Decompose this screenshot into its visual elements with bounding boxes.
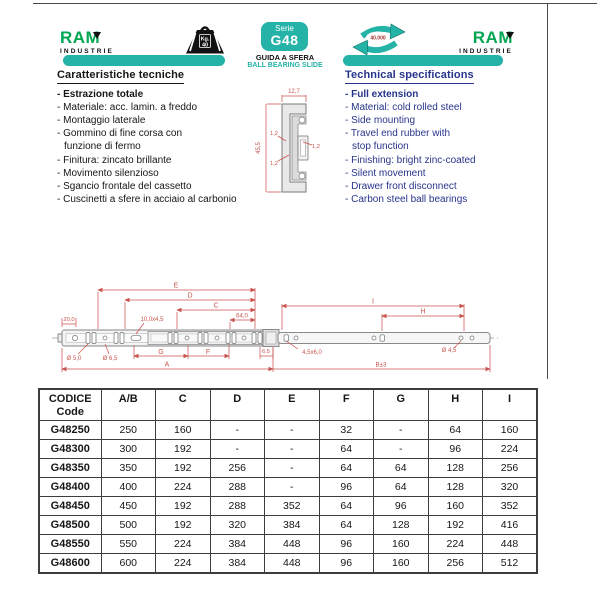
cell-c: 160 bbox=[156, 421, 211, 440]
cell-f: 96 bbox=[319, 554, 374, 574]
cell-d: - bbox=[210, 440, 265, 459]
cell-i: 512 bbox=[483, 554, 538, 574]
cell-f: 64 bbox=[319, 497, 374, 516]
cell-e: 352 bbox=[265, 497, 320, 516]
cell-ab: 500 bbox=[101, 516, 156, 535]
spec-item: - Finitura: zincato brillante bbox=[57, 154, 172, 166]
col-header-d: D bbox=[210, 389, 265, 421]
cell-ab: 600 bbox=[101, 554, 156, 574]
table-row bbox=[39, 440, 537, 459]
cell-c: 192 bbox=[156, 459, 211, 478]
spec-item: - Montaggio laterale bbox=[57, 115, 146, 127]
cell-e: 448 bbox=[265, 554, 320, 574]
cell-d: 384 bbox=[210, 554, 265, 574]
cell-d: 288 bbox=[210, 478, 265, 497]
brand-subtitle: INDUSTRIE bbox=[459, 48, 513, 55]
spec-item: - Material: cold rolled steel bbox=[345, 102, 462, 114]
dim-label-b: B±3 bbox=[375, 361, 387, 369]
cell-f: 32 bbox=[319, 421, 374, 440]
cross-section-drawing bbox=[248, 84, 340, 206]
brand-logo-left bbox=[60, 30, 130, 55]
cell-h: 224 bbox=[428, 535, 483, 554]
table-row bbox=[39, 535, 537, 554]
table-row bbox=[39, 478, 537, 497]
cell-c: 224 bbox=[156, 554, 211, 574]
spec-item: - Gommino di fine corsa con bbox=[57, 128, 183, 140]
dim-label-f: F bbox=[205, 349, 211, 356]
cell-f: 64 bbox=[319, 516, 374, 535]
cell-e: 448 bbox=[265, 535, 320, 554]
cell-d: 288 bbox=[210, 497, 265, 516]
dim-label-t2: 1,2 bbox=[269, 161, 279, 167]
brand-name: RAM bbox=[472, 28, 513, 47]
slide-dimension-drawing bbox=[30, 268, 550, 386]
table-row bbox=[39, 554, 537, 574]
spec-item: - Finishing: bright zinc-coated bbox=[345, 154, 476, 166]
cell-f: 64 bbox=[319, 459, 374, 478]
dim-label-slot-top: 10,0x4,5 bbox=[140, 317, 164, 323]
page-border-top bbox=[33, 3, 597, 4]
spec-item: - Cuscinetti a sfere in acciaio al carbonio bbox=[57, 193, 237, 205]
cell-f: 96 bbox=[319, 478, 374, 497]
svg-text:40.000: 40.000 bbox=[370, 35, 386, 42]
cell-f: 64 bbox=[319, 440, 374, 459]
brand-subtitle: INDUSTRIE bbox=[60, 48, 114, 55]
cell-g: 160 bbox=[374, 535, 429, 554]
dim-label-c: C bbox=[213, 302, 219, 310]
cell-d: - bbox=[210, 421, 265, 440]
dim-label-height: 45,5 bbox=[256, 142, 262, 154]
col-header-e: E bbox=[265, 389, 320, 421]
dim-label-a: A bbox=[164, 361, 170, 369]
specs-title-en: Technical specifications bbox=[345, 69, 474, 84]
cell-i: 256 bbox=[483, 459, 538, 478]
cell-i: 160 bbox=[483, 421, 538, 440]
cell-d: 384 bbox=[210, 535, 265, 554]
cell-h: 128 bbox=[428, 478, 483, 497]
svg-text:Kg.: Kg. bbox=[200, 36, 210, 43]
col-header-g: G bbox=[374, 389, 429, 421]
spec-item: - Drawer front disconnect bbox=[345, 180, 457, 192]
cell-code: G48400 bbox=[39, 478, 101, 497]
spec-item: - Sgancio frontale del cassetto bbox=[57, 180, 192, 192]
cell-c: 224 bbox=[156, 535, 211, 554]
col-header-c: C bbox=[156, 389, 211, 421]
table-row bbox=[39, 516, 537, 535]
cell-code: G48450 bbox=[39, 497, 101, 516]
cell-i: 224 bbox=[483, 440, 538, 459]
teal-divider-left bbox=[63, 55, 225, 66]
cell-code: G48500 bbox=[39, 516, 101, 535]
dimension-table bbox=[38, 388, 538, 574]
cell-i: 448 bbox=[483, 535, 538, 554]
dim-label-dia65: Ø 6,5 bbox=[102, 356, 118, 362]
brand-logo-right bbox=[443, 30, 513, 55]
cell-e: - bbox=[265, 459, 320, 478]
dim-label-65: 6,5 bbox=[261, 349, 271, 355]
specs-list-it bbox=[57, 69, 275, 206]
dim-label-20: 20,0 bbox=[63, 317, 75, 323]
spec-item: - Silent movement bbox=[345, 167, 426, 179]
cycles-icon bbox=[348, 21, 410, 58]
cell-code: G48250 bbox=[39, 421, 101, 440]
series-code: G48 bbox=[270, 32, 299, 48]
cell-g: - bbox=[374, 421, 429, 440]
cell-i: 352 bbox=[483, 497, 538, 516]
dim-label-dia5: Ø 5,0 bbox=[66, 356, 82, 362]
dim-label-t3: 1,2 bbox=[311, 144, 321, 150]
spec-item: - Travel end rubber with bbox=[345, 128, 451, 140]
cell-code: G48350 bbox=[39, 459, 101, 478]
dim-label-e: E bbox=[173, 282, 179, 290]
dim-label-i: I bbox=[372, 298, 374, 306]
svg-text:40: 40 bbox=[201, 42, 209, 49]
cell-ab: 250 bbox=[101, 421, 156, 440]
product-subtitle-en: BALL BEARING SLIDE bbox=[247, 62, 323, 69]
dim-label-g: G bbox=[158, 349, 164, 356]
cell-ab: 350 bbox=[101, 459, 156, 478]
cell-h: 96 bbox=[428, 440, 483, 459]
table-row bbox=[39, 459, 537, 478]
cell-f: 96 bbox=[319, 535, 374, 554]
col-header-f: F bbox=[319, 389, 374, 421]
cell-ab: 550 bbox=[101, 535, 156, 554]
cell-ab: 300 bbox=[101, 440, 156, 459]
brand-triangle-icon bbox=[506, 32, 514, 39]
spec-item: - Side mounting bbox=[345, 115, 416, 127]
cell-i: 416 bbox=[483, 516, 538, 535]
cell-h: 128 bbox=[428, 459, 483, 478]
spec-item: - Estrazione totale bbox=[57, 89, 144, 101]
col-header-h: H bbox=[428, 389, 483, 421]
cell-h: 192 bbox=[428, 516, 483, 535]
dim-label-slot-bottom: 4,5x6,0 bbox=[302, 350, 322, 356]
cell-g: 160 bbox=[374, 554, 429, 574]
dim-label-h: H bbox=[420, 308, 426, 316]
cell-e: 384 bbox=[265, 516, 320, 535]
spec-item: - Carbon steel ball bearings bbox=[345, 193, 468, 205]
cell-code: G48300 bbox=[39, 440, 101, 459]
cell-d: 320 bbox=[210, 516, 265, 535]
cell-h: 64 bbox=[428, 421, 483, 440]
dim-label-t1: 1,2 bbox=[269, 131, 279, 137]
cell-g: 64 bbox=[374, 459, 429, 478]
series-label: Serie bbox=[275, 24, 294, 33]
dim-label-dia45: Ø 4,5 bbox=[441, 348, 457, 354]
brand-name: RAM bbox=[60, 28, 101, 47]
product-subtitle-it: GUIDA A SFERA bbox=[255, 53, 315, 62]
dim-label-64: 64,0 bbox=[236, 313, 248, 320]
cell-e: - bbox=[265, 421, 320, 440]
col-header-i: I bbox=[483, 389, 538, 421]
cell-ab: 400 bbox=[101, 478, 156, 497]
cell-c: 224 bbox=[156, 478, 211, 497]
specs-title-it: Caratteristiche tecniche bbox=[57, 69, 184, 84]
teal-divider-right bbox=[343, 55, 503, 66]
table-row bbox=[39, 497, 537, 516]
series-badge bbox=[261, 22, 308, 51]
spec-item: stop function bbox=[352, 141, 409, 153]
cell-c: 192 bbox=[156, 497, 211, 516]
specs-list-en bbox=[345, 69, 545, 206]
cell-c: 192 bbox=[156, 440, 211, 459]
load-capacity-icon bbox=[183, 25, 227, 56]
dim-label-d: D bbox=[187, 292, 193, 300]
cell-h: 160 bbox=[428, 497, 483, 516]
cell-code: G48550 bbox=[39, 535, 101, 554]
cell-h: 256 bbox=[428, 554, 483, 574]
brand-triangle-icon bbox=[93, 32, 101, 39]
dim-label-width: 12,7 bbox=[288, 89, 300, 95]
col-header-ab: A/B bbox=[101, 389, 156, 421]
table-row bbox=[39, 421, 537, 440]
cell-d: 256 bbox=[210, 459, 265, 478]
cell-e: - bbox=[265, 478, 320, 497]
cell-g: 64 bbox=[374, 478, 429, 497]
cell-g: 128 bbox=[374, 516, 429, 535]
cell-i: 320 bbox=[483, 478, 538, 497]
col-header-code: CODICE Code bbox=[39, 389, 101, 421]
spec-item: funzione di fermo bbox=[64, 141, 141, 153]
cell-c: 192 bbox=[156, 516, 211, 535]
cell-ab: 450 bbox=[101, 497, 156, 516]
cell-g: 96 bbox=[374, 497, 429, 516]
spec-item: - Movimento silenzioso bbox=[57, 167, 159, 179]
table-header-row bbox=[39, 389, 537, 421]
cell-e: - bbox=[265, 440, 320, 459]
cell-g: - bbox=[374, 440, 429, 459]
spec-item: - Full extension bbox=[345, 89, 419, 101]
cell-code: G48600 bbox=[39, 554, 101, 574]
spec-item: - Materiale: acc. lamin. a freddo bbox=[57, 102, 198, 114]
